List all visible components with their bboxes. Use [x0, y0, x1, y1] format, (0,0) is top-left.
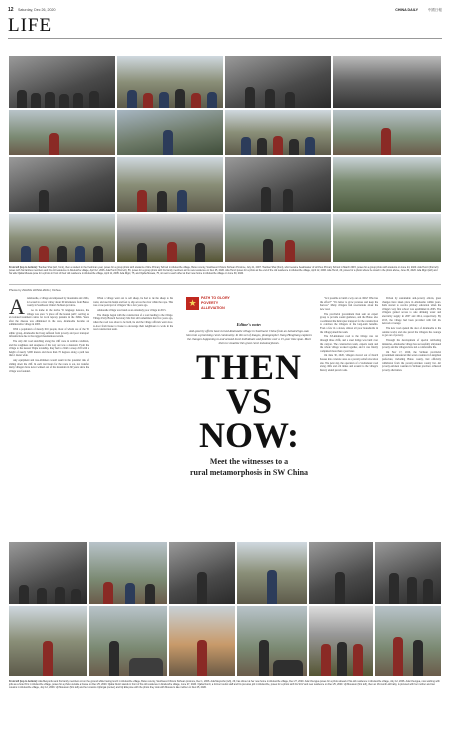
headline-then: THEN	[195, 347, 303, 387]
page-number: 12	[8, 7, 14, 13]
photo-old-residence-2020	[309, 542, 373, 604]
bottom-caption-lead: From left (top to bottom):	[9, 680, 38, 683]
page-date: Saturday, Dec 26, 2020	[18, 8, 56, 12]
photo-family-old-residence	[225, 56, 331, 108]
photo-valley-road	[333, 214, 441, 262]
photo-girls-portrait	[375, 606, 441, 676]
photo-byline: Photos by ZHANG HONGLIANG | Xinhua	[9, 288, 61, 292]
dropcap: A	[9, 297, 25, 319]
article-paragraph: On Nov 17, 2020, the Sichuan provincial government announced that seven counties in Liangshan prefecture, including Butuo county, had officially withdrawn from the poverty-stricken county list. All poverty-stricken counties in Sichuan province achieved poverty alleviation.	[382, 350, 441, 372]
headline-vs: VS	[225, 381, 273, 421]
article-paragraph: The 3.8-kilometer road to the village was cut through three cliffs, and a steel bridge was built over the canyon. The construction team, experts team and the whole village worked together, and it was finally completed more than a year later.	[320, 335, 378, 353]
photo-school-2007	[9, 56, 115, 108]
photo-young-man-2020	[333, 110, 441, 155]
photo-couple-old-residence	[225, 157, 331, 212]
photo-group-green	[9, 214, 115, 262]
photo-couple-new-home	[225, 214, 331, 262]
photo-family-new-home	[225, 110, 331, 155]
header-rule	[8, 38, 442, 39]
banner-emblem-icon: ★	[186, 297, 199, 310]
photo-family-dinner-2020	[89, 542, 167, 604]
subhead-line-2: rural metamorphosis in SW China	[189, 468, 309, 477]
editor-note: Anti-poverty efforts have turned Abuluozhe village in Southwest China from an isolated hgo-wan hion into a promising rural community. In this set of images, photographer Jiang Hongliang captures the changes happening to and around local individuals and families over a 15-year time span. Meet them to visualize this great rural metamorphosis.	[186, 329, 312, 345]
article-paragraph: "Is it possible to build a way out on cliffs? Who has the effort?" "It's better to grow potatoes and keep the harvest." Many villagers had reservations about the new road.	[320, 297, 378, 311]
photo-man-old-residence	[169, 542, 235, 604]
top-caption-text: Tianbao Shai (left, front), then a student in the freshman year, poses for a group photo with students of Ahe Primary School in Abuluozhe village, Butuo county, Southwest China's Sichuan Province, July 21, 2007. Tianbao Shai (front), who became headmaster of Lirizhuo Primary School in March 2015, poses for a group photo with students on June 24, 2020. Ada Hunzi (first left) poses with his families members and his old residence in Abuluozhe village, April 12, 2006. Ada Hunzi (first left), 56, poses for a group photo with his family members at his new residence on Dec 25, 2020. Ada Hunzi poses for a photo at the end of the old residence in Abuluozhe village, April 12, 2006. Ada Hunzi, 20, poses for a photo where he stood in the photo above, June 30, 2020. Ada Rigni (left) and his wife Ojaba Museia pose for a photo in front of their old residence in Abuluozhe village, April 11, 2005. Ada Rigni, 75, and Ojaba Museia, 75, sit next to each other at their new home in Abuluozhe village on June 30, 2020.	[9, 266, 439, 275]
article-column-2	[93, 297, 173, 537]
newspaper-chinese-name: 中國日報	[427, 8, 442, 12]
banner-line-2: POVERTY	[201, 301, 219, 305]
photo-man-with-car	[237, 606, 307, 676]
top-caption-lead: From left (top to bottom):	[9, 266, 38, 269]
feature-banner	[186, 296, 234, 318]
article-column-1	[9, 297, 89, 537]
article-paragraph: When a village went out to sell sheep, he had to tie the sheep to his waist, and use his hands and feet to slip across the river while the rope. This was a true portrayal of villagers' life a few years ago.	[93, 297, 173, 308]
photo-hillside-2006	[333, 56, 441, 108]
article-paragraph: As its name in the native Yi language denotes, the village was once "a place off the beaten path", serving as an isolated treatment centre for local leprosy patients in the 1960s. Years after the disease was eliminated in the area, Abuluozhe became an administrative village in 2005.	[9, 308, 89, 327]
caption-rule	[9, 284, 441, 285]
photo-school-2020	[117, 56, 223, 108]
article-paragraph: Any equipment and tree-trimmers would result in the potential risk of sliding down the cliff. In each last hours for the route to eat, not transfer many villagers have never walked out of the mountain in 60 years since the village was founded.	[9, 359, 89, 374]
photo-mother-baby-2009	[375, 542, 441, 604]
newspaper-name: CHINA DAILY	[395, 8, 418, 12]
photo-boy-2020	[117, 110, 223, 155]
photo-man-with-suv	[89, 606, 167, 676]
article-paragraph: The only dirt road stretching along the cliff were in terrible condition, and the roughness and steepness of the way out was a deterrent. From the village to the nearest Wujie township, they had to climb a steep cliff with a height of nearly 3,000 meters and more than 70 degrees along a path less than 1 meter wide.	[9, 340, 89, 358]
article-paragraph: Abuluozhe village was listed as an extremely poor village in 2015.	[97, 308, 167, 312]
photo-old-house-2006	[9, 157, 115, 212]
photo-mountain-village	[333, 157, 441, 212]
article-paragraph: The provincial government then sent an expert group to provide sound guidance, and the Butuo also coordinated the helicopter transport for the construction to convince the villagers of the long-term benefits. Even a few in a dozen, almost all poor households in the village joined the team.	[320, 312, 378, 334]
article-paragraph: Abuluozhe, a village encompassed by mountains and cliffs, is located in a river valley about 60 kilometers from Butuo county in Southwest China's Sichuan province.	[26, 297, 89, 308]
banner-line-1: PATH TO GLORY	[201, 296, 230, 300]
article-paragraph: With a population of merely 616 people, most of whom are of the Yi ethnic group, Abuluozhe had long suffered from poverty and poor transport infrastructure due to the rugged mountainous terrain.	[9, 328, 89, 339]
top-caption	[9, 266, 441, 275]
article-column-4	[382, 297, 441, 537]
photo-cousins-2020	[309, 606, 373, 676]
editor-note-title: Editor's note:	[236, 322, 262, 327]
subhead-line-1: Meet the witnesses to a	[209, 457, 289, 466]
article-paragraph: Through the development of special cultivating industries, Abuluozhe village has successfully alleviated poverty and the villagers have led a comfortable life.	[382, 338, 441, 350]
photo-man-hotel-house	[237, 542, 307, 604]
photo-man-new-residence	[169, 606, 235, 676]
article-paragraph: On June 30, 2020, villagers moved out of thatch houses into concrete ones as a poverty-relief relocation site. The next day, the operation of a 5-kilometer road along cliffs and old mines and around to the village's history ended paved roads.	[320, 354, 378, 372]
bottom-caption	[9, 680, 441, 689]
section-title: LIFE	[8, 15, 53, 36]
photo-boy-hillside	[9, 110, 115, 155]
article-paragraph: The change began with the construction of a road leading to the village. Village Party Branch Secretary Ma Zixi still remembers that five years ago, when the road was about to be built, he and the village officials went door-to-door from house to house to encourage their neighbours to work in the road construction team.	[93, 313, 173, 332]
photo-woman-new-home	[9, 606, 87, 676]
photo-motorcycles	[117, 214, 223, 262]
headline-now: NOW:	[198, 415, 299, 455]
page-header	[8, 6, 442, 16]
article-paragraph: Driven by sustainable anti-poverty efforts, great changes have taken place in Abuluozhe within years. Kids started to receive primary education when the village's very first school was established in 2005. The villagers gained access to safe drinking water and electricity supply in 2007 and 2014, respectively. By 2015, the village had been provided with full 4G network coverage.	[382, 297, 441, 326]
photo-family-lunch-2006	[9, 542, 87, 604]
photo-students-2020	[117, 157, 223, 212]
article-paragraph: The new road opened the door of Abuluozhe to the outside world, and also paved the villagers the courage to get out of poverty.	[382, 326, 441, 338]
banner-line-3: ALLEVIATION	[201, 306, 225, 310]
bottom-caption-text: Ada Meiyunbo and his family members sit on the ground while having lunch in Abuluozhe village, Butuo county, Southwest China's Sichuan province, Dec 1, 2006. Ada Meiyunbo (left), 29, has dinner at her new home in Abuluozhe village, Dec 27, 2020. Ada Chengua poses for a photo ahead of his old residence in Abuluozhe village, July 12, 2006. Ada Chengua, now working with jobs as a hotel firm in Abuluozhe village, poses for a photo outside a house on Dec 25, 2020. Ojaba Nunzi stands in front of his old residence in Abuluozhe village, June 27, 2020. Ojaba Nunzi, a former tourist staff and his previous job in Abuluozhe, poses for a photo with his SUV and new residence on Dec 25, 2020. Uji Mousson (first left), then an 18-month-old baby, is pictured with her mother and two cousins in Abuluozhe village, July 12, 2009. Uji Mousson (first left) and her cousins Uji Ergai (center) and Uji Ella pose with the photo they took with Moussu's late mother on Dec 25, 2020.	[9, 680, 440, 689]
article-column-3	[320, 297, 378, 537]
